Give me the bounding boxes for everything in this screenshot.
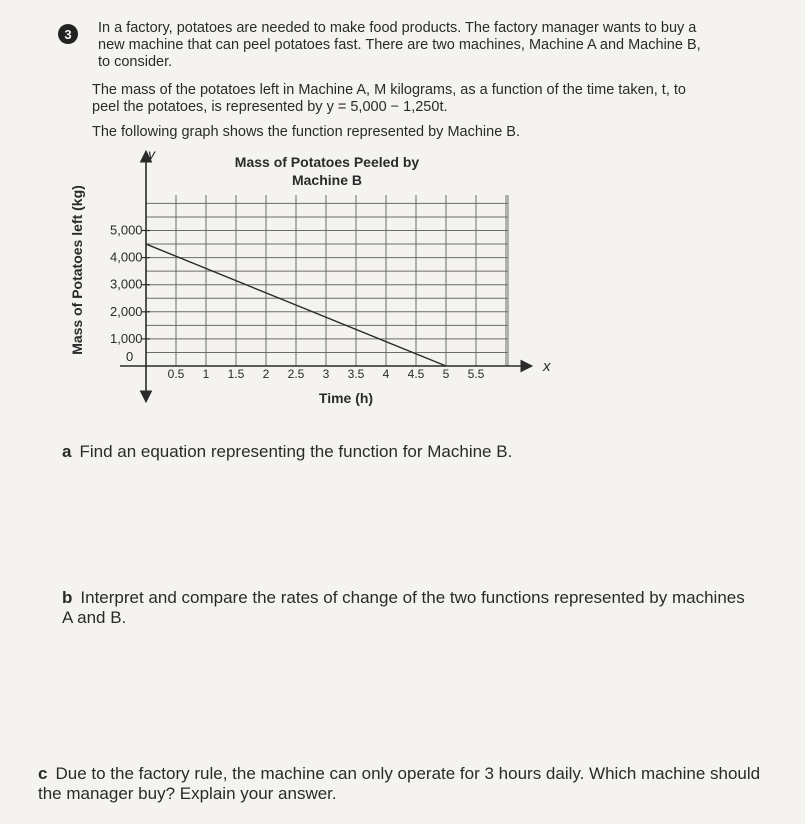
- x-tick-label: 4: [382, 367, 390, 381]
- machine-a-line: The mass of the potatoes left in Machine A, M kilograms, as a function of the time taken, t, to: [92, 82, 686, 98]
- part-a-text: Find an equation representing the function for Machine B.: [79, 442, 513, 461]
- intro-line: to consider.: [98, 54, 173, 70]
- part-c-label: c: [38, 764, 48, 783]
- part-a-label: a: [62, 442, 72, 461]
- part-a: [62, 442, 512, 462]
- machine-a-line: peel the potatoes, is represented by y = 5,000 − 1,250t.: [92, 99, 448, 115]
- y-tick-label: 4,000: [110, 249, 143, 265]
- question-number-badge: 3: [58, 24, 78, 44]
- part-b-label: b: [62, 588, 73, 607]
- part-b-line: A and B.: [62, 608, 127, 627]
- x-tick-label: 5: [442, 367, 450, 381]
- part-c: [38, 764, 798, 804]
- x-tick-label: 0.5: [167, 367, 185, 381]
- y-axis-letter: y: [148, 146, 155, 162]
- x-tick-label: 3.5: [347, 367, 365, 381]
- x-tick-label: 3: [322, 367, 330, 381]
- origin-label: 0: [126, 349, 134, 364]
- x-tick-label: 4.5: [407, 367, 425, 381]
- question-intro: [98, 20, 778, 71]
- machine-a-description: [92, 82, 772, 116]
- chart-grid: [146, 195, 508, 366]
- y-tick-label: 3,000: [110, 276, 143, 292]
- chart-title-line-1: Mass of Potatoes Peeled by: [234, 154, 420, 170]
- intro-line: In a factory, potatoes are needed to make food products. The factory manager wants to buy a: [98, 20, 697, 36]
- x-tick-label: 1: [202, 367, 210, 381]
- x-tick-label: 5.5: [467, 367, 485, 381]
- part-c-line: the manager buy? Explain your answer.: [38, 784, 337, 803]
- part-c-line: Due to the factory rule, the machine can only operate for 3 hours daily. Which machine should: [55, 764, 761, 783]
- x-tick-label: 1.5: [227, 367, 245, 381]
- y-tick-label: 2,000: [110, 303, 143, 319]
- y-tick-label: 5,000: [110, 222, 143, 238]
- x-axis-letter: x: [543, 358, 551, 375]
- x-tick-label: 2.5: [287, 367, 305, 381]
- machine-b-chart: [0, 145, 805, 415]
- part-b: [62, 588, 782, 628]
- y-axis-label: Mass of Potatoes left (kg): [69, 185, 85, 355]
- x-axis-label: Time (h): [318, 390, 374, 406]
- graph-intro: The following graph shows the function represented by Machine B.: [92, 124, 520, 140]
- intro-line: new machine that can peel potatoes fast. There are two machines, Machine A and Machine B,: [98, 37, 701, 53]
- part-b-line: Interpret and compare the rates of change of the two functions represented by machines: [80, 588, 745, 607]
- x-tick-label: 2: [262, 367, 270, 381]
- y-tick-label: 1,000: [110, 330, 143, 346]
- chart-title-line-2: Machine B: [291, 172, 363, 188]
